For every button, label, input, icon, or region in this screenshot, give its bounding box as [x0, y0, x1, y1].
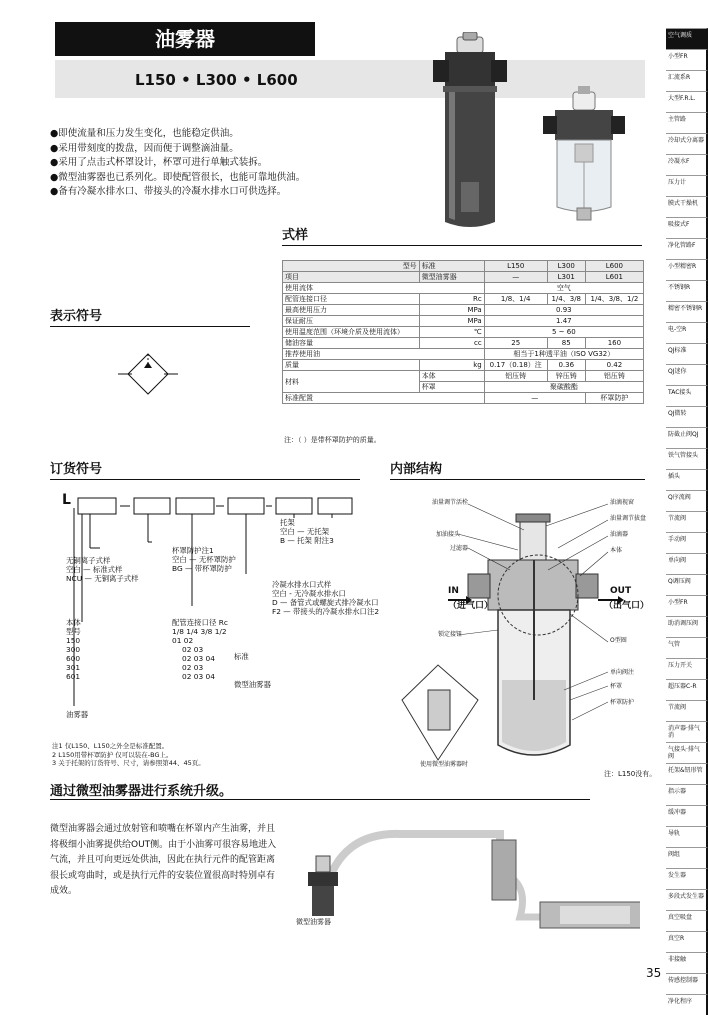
row-label: 质量: [283, 360, 420, 371]
feature-item: ●采用带刻度的拨盘，因而便于调整滴油量。: [50, 142, 239, 154]
micro-caption: 使用微型油雾器时: [420, 761, 469, 768]
label-dripper: 油滴器: [610, 531, 629, 538]
order-prefix: L: [62, 492, 71, 508]
sidebar-item[interactable]: 电-空R: [666, 322, 708, 343]
body-model-table: [66, 618, 266, 681]
page-number: 35: [646, 966, 662, 980]
table-cell: 85: [547, 338, 585, 349]
port-label: 配管连接口径 Rc: [172, 618, 228, 627]
header-l300: L300: [547, 261, 585, 272]
feature-item: ●备有冷凝水排水口、带接头的冷凝水排水口可供选择。: [50, 186, 287, 197]
table-row: [283, 294, 644, 305]
table-cell: 0.93: [484, 305, 643, 316]
table-row: [283, 360, 644, 371]
label-dial: 油量调节拔盘: [610, 515, 647, 522]
port-codes: 02 03: [182, 645, 204, 654]
sidebar-item[interactable]: 托架&钮形管: [666, 763, 708, 784]
table-cell: L601: [585, 272, 643, 283]
table-cell: 杯罩防护: [585, 393, 643, 404]
table-cell: 0.36: [547, 360, 585, 371]
row-label: 储油容量: [283, 338, 420, 349]
row-label: 本体: [419, 371, 484, 382]
sidebar-item[interactable]: QJ标准: [666, 343, 708, 364]
table-cell: 锌压铸: [547, 371, 585, 382]
table-cell: 0.42: [585, 360, 643, 371]
option-item: NCU — 无铜离子式样: [66, 574, 139, 583]
model-code: 600: [66, 654, 81, 663]
bracket-options: [280, 518, 334, 545]
label-filter: 过滤器: [450, 545, 469, 552]
option-title: 无铜离子式样: [66, 556, 111, 565]
option-item: D — 备管式或螺旋式排冷凝水口: [272, 598, 379, 607]
feature-item: ●采用了点击式杯罩设计，杯罩可进行单触式装拆。: [50, 157, 268, 168]
in-sub-label: （进气口）: [448, 601, 494, 611]
table-cell: —: [484, 272, 547, 283]
sidebar-item[interactable]: 气接头·排气阀: [666, 742, 708, 763]
sidebar-item[interactable]: 压力开关: [666, 658, 708, 679]
model-code: 150: [66, 636, 81, 645]
label-bowl-guard: 杯罩防护: [610, 699, 635, 706]
sidebar-item[interactable]: 多段式发生器: [666, 889, 708, 910]
spec-heading: 式样: [282, 224, 642, 246]
table-cell: 空气: [484, 283, 643, 294]
row-label: 配管连接口径: [283, 294, 420, 305]
sidebar-item[interactable]: 小型FR: [666, 49, 708, 70]
model-code: 601: [66, 672, 81, 681]
header-item: 项目: [283, 272, 420, 283]
sidebar-item[interactable]: 冷凝水F: [666, 154, 708, 175]
table-row: [283, 338, 644, 349]
port-codes: 01 02: [172, 636, 194, 645]
table-cell: 相当于1种透平油（ISO VG32）: [484, 349, 643, 360]
option-item: 空白 - 无冷凝水排水口: [272, 589, 346, 598]
table-cell: 1.47: [484, 316, 643, 327]
row-label: 标准配置: [283, 393, 485, 404]
sidebar-item[interactable]: 铁气管接头: [666, 448, 708, 469]
sidebar-item[interactable]: 不锈钢R: [666, 280, 708, 301]
row-label: 保证耐压: [283, 316, 420, 327]
system-diagram: [280, 812, 640, 962]
row-unit: kg: [419, 360, 484, 371]
port-codes: 02 03: [182, 663, 204, 672]
label-body: 本体: [610, 547, 623, 554]
sidebar-item[interactable]: 节流阀: [666, 700, 708, 721]
sidebar-item[interactable]: 手动阀: [666, 532, 708, 553]
label-lock-button: 锁定接钮: [438, 631, 463, 638]
drain-options: [272, 580, 379, 616]
label-check-valve: 单向阀注: [610, 669, 635, 676]
note-item: 注1 仅L150、L150之外全是标准配置。: [52, 742, 169, 750]
sidebar-item[interactable]: Q调压阀: [666, 574, 708, 595]
sidebar-item[interactable]: 大型F.R.L.: [666, 91, 708, 112]
table-cell: 铝压铸: [585, 371, 643, 382]
row-label: 材料: [283, 371, 420, 393]
sidebar-item[interactable]: 真空R: [666, 931, 708, 952]
label-oil-plug: 油量调节活栓: [432, 499, 469, 506]
table-row: [283, 393, 644, 404]
table-cell: 25: [484, 338, 547, 349]
option-item: F2 — 带接头的冷凝水排水口注2: [272, 607, 380, 616]
option-item: B — 托架 附注3: [280, 536, 334, 545]
sidebar-item[interactable]: 传感控制器: [666, 973, 708, 994]
sidebar-item[interactable]: 插头: [666, 469, 708, 490]
model-code: 300: [66, 645, 81, 654]
option-title: 托架: [280, 518, 295, 527]
row-unit: MPa: [419, 316, 484, 327]
feature-list: [50, 127, 350, 200]
sidebar-item[interactable]: 指示器: [666, 784, 708, 805]
label-bowl: 杯罩: [610, 683, 623, 690]
in-label: IN: [448, 586, 459, 596]
sidebar-item[interactable]: 吸接式F: [666, 217, 708, 238]
lubricator-label: 油雾器: [66, 710, 89, 719]
label-fill-port: 加油接头: [436, 531, 461, 538]
port-sizes: 1/8 1/4 3/8 1/2: [172, 627, 227, 636]
option-title: 杯罩防护注1: [172, 546, 214, 555]
out-sub-label: （出气口）: [604, 601, 650, 611]
table-cell: 1/4、3/8、1/2: [585, 294, 643, 305]
structure-note: 注：L150没有。: [604, 770, 657, 778]
row-label: 使用温度范围（环境介质及使用流体）: [283, 327, 420, 338]
option-item: 空白 — 标准式样: [66, 565, 123, 574]
label-sight-dome: 油滴视窗: [610, 499, 635, 506]
sidebar-item[interactable]: 单向阀: [666, 553, 708, 574]
sidebar-item[interactable]: Q序流阀: [666, 490, 708, 511]
sidebar-item[interactable]: 超压器C-R: [666, 679, 708, 700]
port-codes: 02 03 04: [182, 654, 215, 663]
model-list: L150 • L300 • L600: [55, 60, 645, 98]
symbol-heading: 表示符号: [50, 305, 250, 327]
note-item: 2 L150用带杯罩防护 仅可以装在-BG上。: [52, 750, 173, 759]
table-cell: 5 ~ 60: [484, 327, 643, 338]
sidebar-item[interactable]: 净化程序: [666, 994, 708, 1015]
sidebar-item[interactable]: 阀组: [666, 847, 708, 868]
table-row: [283, 327, 644, 338]
sidebar-item[interactable]: 膜式干燥机: [666, 196, 708, 217]
port-codes: 02 03 04: [182, 672, 215, 681]
sidebar-item[interactable]: 节流阀: [666, 511, 708, 532]
table-cell: L301: [547, 272, 585, 283]
header-l600: L600: [585, 261, 643, 272]
sidebar-item[interactable]: 主管路: [666, 112, 708, 133]
label-o-ring: O型圈: [610, 637, 627, 644]
page-title: 油雾器: [55, 22, 315, 56]
feature-item: ●即使流量和压力发生变化，也能稳定供油。: [50, 128, 239, 139]
sidebar-item[interactable]: TAC接头: [666, 385, 708, 406]
table-cell: 1/8、1/4: [484, 294, 547, 305]
row-unit: Rc: [419, 294, 484, 305]
sidebar-item[interactable]: 消声器·排气消: [666, 721, 708, 742]
sidebar-item[interactable]: 压力计: [666, 175, 708, 196]
row-label: 使用流体: [283, 283, 485, 294]
model-label: 型号: [66, 627, 81, 636]
table-row: [283, 283, 644, 294]
sidebar-item[interactable]: 导轨: [666, 826, 708, 847]
sidebar-item[interactable]: 精密不锈钢R: [666, 301, 708, 322]
order-heading: 订货符号: [50, 458, 360, 480]
sidebar-item[interactable]: 缓冲器: [666, 805, 708, 826]
spec-table: [282, 260, 644, 404]
row-label: 最高使用压力: [283, 305, 420, 316]
table-row: [283, 305, 644, 316]
option-title: 冷凝水排水口式样: [272, 580, 332, 589]
structure-heading: 内部结构: [390, 458, 645, 480]
group-standard: 标准: [234, 652, 249, 661]
option-item: 空白 — 无杯罩防护: [172, 555, 236, 564]
sidebar-item[interactable]: 冷却式分离器: [666, 133, 708, 154]
table-cell: 160: [585, 338, 643, 349]
sidebar-item[interactable]: 空气调质: [666, 28, 708, 49]
system-heading: 通过微型油雾器进行系统升级。: [50, 780, 590, 800]
table-cell: 铝压铸: [484, 371, 547, 382]
system-caption: 微型油雾器: [296, 918, 331, 926]
order-notes: [52, 742, 205, 768]
row-label: 杯罩: [419, 382, 484, 393]
sidebar-item[interactable]: 汇流系R: [666, 70, 708, 91]
sidebar-item[interactable]: 发生器: [666, 868, 708, 889]
group-micro: 微型油雾器: [234, 680, 271, 689]
sidebar-item[interactable]: 真空吸盘: [666, 910, 708, 931]
model-code: 301: [66, 663, 81, 672]
sidebar-item[interactable]: 助消调压阀: [666, 616, 708, 637]
header-standard: 标准: [419, 261, 484, 272]
sidebar-item[interactable]: 防截止阀QJ: [666, 427, 708, 448]
header-l150: L150: [484, 261, 547, 272]
row-label: 推荐使用油: [283, 349, 485, 360]
category-sidebar: [666, 28, 708, 1015]
option-item: 空白 — 无托架: [280, 527, 330, 536]
sidebar-item[interactable]: 净化管路F: [666, 238, 708, 259]
sidebar-item[interactable]: 小型FR: [666, 595, 708, 616]
table-cell: —: [484, 393, 585, 404]
note-item: 3 关于托架的订货符号、尺寸，请参照第44、45页。: [52, 759, 205, 767]
row-unit: MPa: [419, 305, 484, 316]
table-cell: 聚碳酸酯: [484, 382, 643, 393]
table-cell: 0.17（0.18）注: [484, 360, 547, 371]
header-micro: 微型油雾器: [419, 272, 484, 283]
product-photo: [415, 32, 655, 232]
table-row: [283, 316, 644, 327]
sidebar-item[interactable]: 小型精密R: [666, 259, 708, 280]
sidebar-item[interactable]: 气管: [666, 637, 708, 658]
out-label: OUT: [610, 586, 632, 596]
spec-note: 注：（ ）是带杯罩防护的质量。: [284, 436, 381, 444]
table-cell: 1/4、3/8: [547, 294, 585, 305]
row-unit: ℃: [419, 327, 484, 338]
sidebar-item[interactable]: 非接触: [666, 952, 708, 973]
ion-options: [66, 556, 139, 583]
option-item: BG — 带杯罩防护: [172, 564, 232, 573]
system-text: 微型油雾器会通过放射管和喷嘴在杯罩内产生油雾，并且将极细小油雾提供给OUT侧。由于小油雾可很容易地进入气流，并且可向更远处供油，因此在执行元件的配管距离很长或弯曲时，或是执行元件的安装位置很高时特别卓有成效。: [50, 824, 277, 896]
feature-item: ●微型油雾器也已系列化。即使配管很长，也能可靠地供油。: [50, 171, 306, 183]
bowl-guard-options: [172, 546, 236, 573]
sidebar-item[interactable]: QJ迷你: [666, 364, 708, 385]
table-row: [283, 349, 644, 360]
lubricator-symbol: [118, 350, 178, 410]
header-model: 型号: [402, 262, 417, 270]
table-row: [283, 371, 644, 382]
body-label: 本体: [66, 618, 81, 627]
row-unit: cc: [419, 338, 484, 349]
sidebar-item[interactable]: QJ微转: [666, 406, 708, 427]
